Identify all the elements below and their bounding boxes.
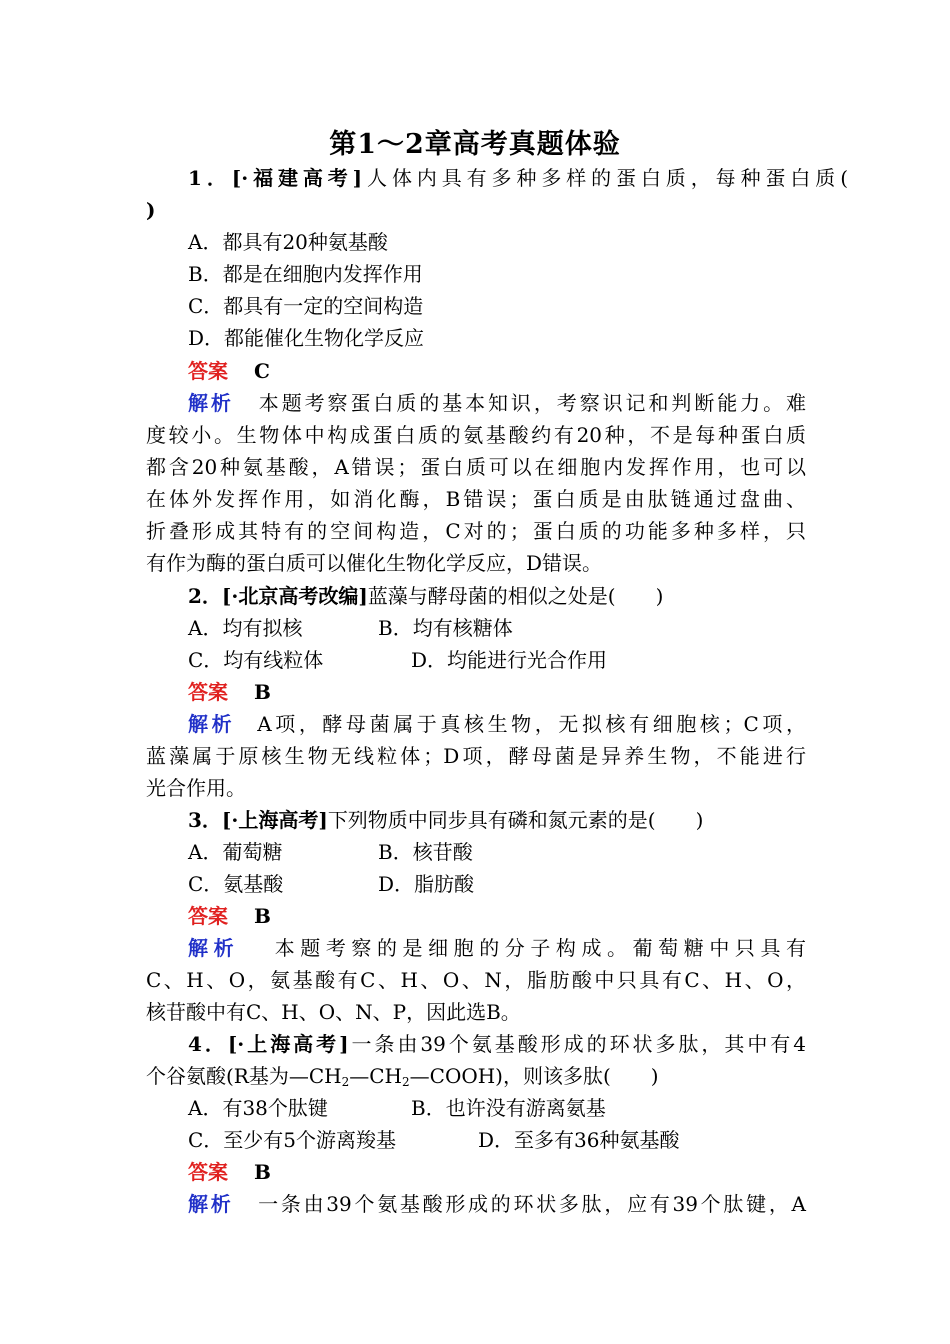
- question-number: 3．: [188, 808, 222, 832]
- analysis-line: 在体外发挥作用，如消化酶，B错误；蛋白质是由肽链通过盘曲、: [146, 487, 806, 511]
- answer-row: [188, 1156, 848, 1188]
- option-d: D．都能催化生物化学反应: [188, 326, 425, 350]
- answer-value: B: [254, 1160, 271, 1184]
- analysis-line: 解析 本题考察蛋白质的基本知识，考察识记和判断能力。难: [188, 391, 807, 415]
- option-b: B．核苷酸: [378, 840, 473, 864]
- question-source: [·北京高考改编]: [221, 584, 368, 608]
- option-row: [188, 1092, 848, 1124]
- analysis-line: 解析 本题考察的是细胞的分子构成。葡萄糖中只具有: [188, 936, 807, 960]
- option-row: [188, 1124, 848, 1156]
- option-a: A．有38个肽键: [188, 1096, 328, 1120]
- option-d: D．至多有36种氨基酸: [478, 1128, 680, 1152]
- option-a: A．均有拟核: [188, 616, 303, 640]
- answer-label: 答案: [188, 904, 228, 928]
- answer-label: 答案: [188, 680, 228, 704]
- answer-value: C: [254, 359, 270, 383]
- question-number: 2．: [188, 584, 222, 608]
- analysis-line: C、H、O，氨基酸有C、H、O、N，脂肪酸中只具有C、H、O，: [146, 968, 806, 992]
- analysis-label: 解析: [188, 712, 236, 736]
- question-4-stem-cont: 个谷氨酸(R基为$—CH_2—CH_2—COOH$)，则该多肽( ): [146, 1064, 659, 1089]
- option-a: A．都具有20种氨基酸: [188, 230, 388, 254]
- question-1-stem-cont: ): [146, 198, 156, 222]
- analysis-label: 解析: [188, 391, 234, 415]
- answer-row: [188, 676, 848, 708]
- option-b: B．都是在细胞内发挥作用: [188, 262, 423, 286]
- option-c: C．氨基酸: [188, 872, 284, 896]
- option-b: B．也许没有游离氨基: [411, 1096, 606, 1120]
- question-text: 下列物质中同步具有磷和氮元素的是( ): [327, 808, 704, 832]
- option-row: [188, 644, 848, 676]
- analysis-line: 都含20种氨基酸，A错误；蛋白质可以在细胞内发挥作用，也可以: [146, 455, 806, 479]
- analysis-label: 解析: [188, 1192, 234, 1216]
- question-text: 人体内具有多种多样的蛋白质，每种蛋白质(: [362, 166, 848, 190]
- question-text: 一条由39个氨基酸形成的环状多肽，其中有4: [348, 1032, 806, 1056]
- option-c: C．都具有一定的空间构造: [188, 294, 424, 318]
- analysis-line: 折叠形成其特有的空间构造，C对的；蛋白质的功能多种多样，只: [146, 519, 806, 543]
- option-d: D．脂肪酸: [378, 872, 475, 896]
- question-3-stem: [188, 804, 848, 836]
- question-2-stem: [188, 580, 848, 612]
- analysis-label: 解析: [188, 936, 240, 960]
- question-source: [·福建高考]: [231, 166, 363, 190]
- answer-value: B: [254, 680, 271, 704]
- answer-row: [188, 900, 848, 932]
- question-number: 1．: [188, 166, 232, 190]
- analysis-line: 蓝藻属于原核生物无线粒体；D项，酵母菌是异养生物，不能进行: [146, 744, 806, 768]
- option-row: [188, 868, 848, 900]
- answer-label: 答案: [188, 359, 228, 383]
- answer-row: [188, 355, 848, 387]
- option-c: C．至少有5个游离羧基: [188, 1128, 397, 1152]
- option-row: [188, 612, 848, 644]
- option-a: A．葡萄糖: [188, 840, 283, 864]
- answer-value: B: [254, 904, 271, 928]
- answer-label: 答案: [188, 1160, 228, 1184]
- analysis-line: 解析 一条由39个氨基酸形成的环状多肽，应有39个肽键，A: [188, 1192, 807, 1216]
- analysis-line: 核苷酸中有C、H、O、N、P，因此选B。: [146, 1000, 521, 1024]
- option-c: C．均有线粒体: [188, 648, 324, 672]
- analysis-line: 有作为酶的蛋白质可以催化生物化学反应，D错误。: [146, 551, 603, 575]
- analysis-line: 解析 A项，酵母菌属于真核生物，无拟核有细胞核；C项，: [188, 712, 806, 736]
- question-number: 4．: [188, 1032, 228, 1056]
- page-title: 第1～2章高考真题体验: [329, 129, 621, 160]
- question-source: [·上海高考]: [221, 808, 328, 832]
- question-1-stem: [188, 162, 848, 194]
- analysis-line: 光合作用。: [146, 776, 246, 800]
- question-source: [·上海高考]: [227, 1032, 349, 1056]
- analysis-line: 度较小。生物体中构成蛋白质的氨基酸约有20种，不是每种蛋白质: [146, 423, 806, 447]
- question-text: 蓝藻与酵母菌的相似之处是( ): [367, 584, 664, 608]
- option-b: B．均有核糖体: [378, 616, 513, 640]
- option-row: [188, 836, 848, 868]
- question-4-stem: [188, 1028, 806, 1060]
- option-d: D．均能进行光合作用: [411, 648, 608, 672]
